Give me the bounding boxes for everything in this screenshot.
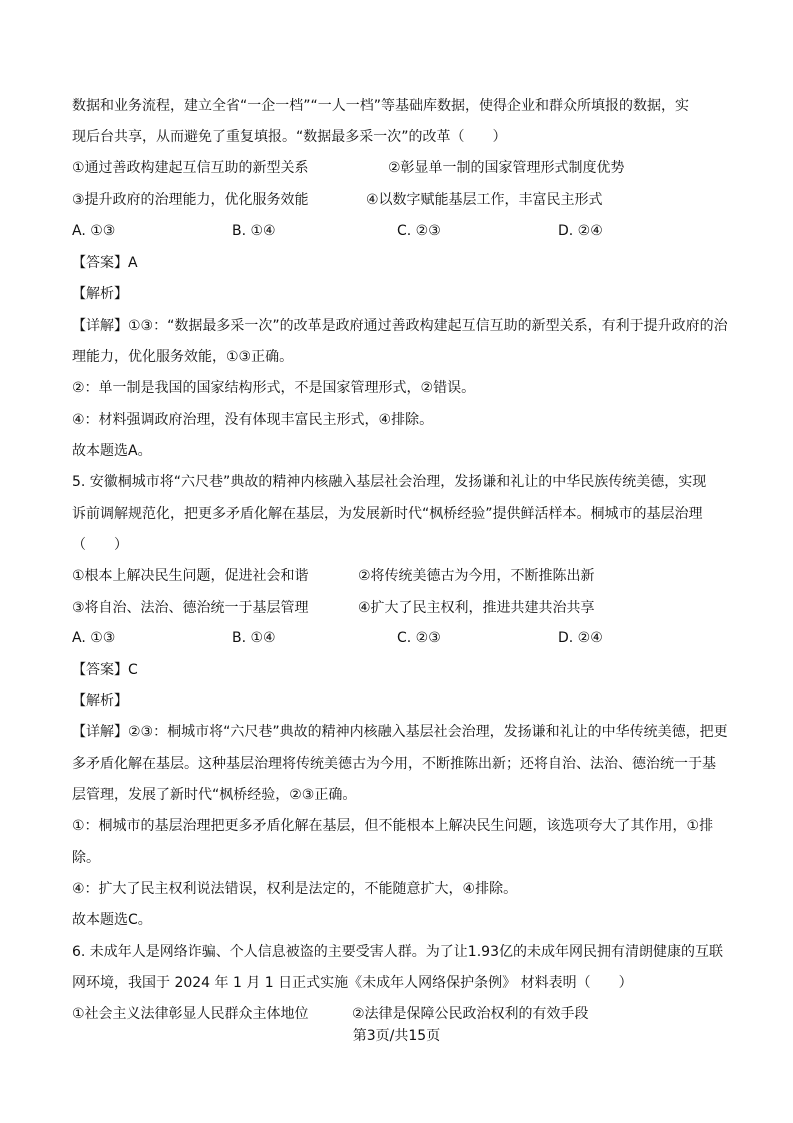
q5-stem-line1: 5. 安徽桐城市将“六尺巷”典故的精神内核融入基层社会治理，发扬谦和礼让的中华民族传统美德，实现 bbox=[72, 474, 707, 490]
q5-detail-line6: ④：扩大了民主权利说法错误，权利是法定的，不能随意扩大，④排除。 bbox=[72, 881, 518, 897]
q5-stem-line2: 诉前调解规范化，把更多矛盾化解在基层，为发展新时代“枫桥经验”提供鲜活样本。桐城市的基层治理 bbox=[72, 506, 703, 522]
q6-option-1: ①社会主义法律彰显人民群众主体地位 bbox=[72, 1006, 309, 1022]
q4-answer: 【答案】A bbox=[72, 255, 138, 271]
q4-stem-line1: 数据和业务流程，建立全省“一企一档”“一人一档”等基础库数据，使得企业和群众所填报的数据，实 bbox=[72, 98, 690, 114]
q4-detail-line1: 【详解】①③：“数据最多采一次”的改革是政府通过善政构建起互信互助的新型关系，有利于提升政府的治 bbox=[72, 318, 728, 334]
q5-detail-line1: 【详解】②③：桐城市将“六尺巷”典故的精神内核融入基层社会治理，发扬谦和礼让的中华传统美德，把更 bbox=[72, 724, 728, 740]
q4-option-3: ③提升政府的治理能力，优化服务效能 bbox=[72, 192, 309, 208]
q5-option-1: ①根本上解决民生问题，促进社会和谐 bbox=[72, 568, 309, 584]
q5-choice-b: B. ①④ bbox=[232, 630, 276, 646]
q5-answer: 【答案】C bbox=[72, 662, 138, 678]
q5-detail-line5: 除。 bbox=[72, 850, 100, 866]
q5-conclusion: 故本题选C。 bbox=[72, 912, 152, 928]
q4-stem-line2: 现后台共享，从而避免了重复填报。“数据最多采一次”的改革（ ） bbox=[72, 129, 507, 145]
q4-option-2: ②彰显单一制的国家管理形式制度优势 bbox=[388, 160, 625, 176]
q5-option-4: ④扩大了民主权利，推进共建共治共享 bbox=[358, 600, 595, 616]
q4-choice-c: C. ②③ bbox=[397, 223, 441, 239]
q4-analysis-label: 【解析】 bbox=[72, 286, 128, 302]
q5-stem-line3: （ ） bbox=[72, 537, 128, 553]
q4-choice-d: D. ②④ bbox=[558, 223, 603, 239]
q5-choice-c: C. ②③ bbox=[397, 630, 441, 646]
page-footer: 第3页/共15页 bbox=[352, 1028, 441, 1044]
q4-option-1: ①通过善政构建起互信互助的新型关系 bbox=[72, 160, 309, 176]
q5-choice-a: A. ①③ bbox=[72, 630, 116, 646]
q4-option-4: ④以数字赋能基层工作，丰富民主形式 bbox=[366, 192, 603, 208]
q4-choice-b: B. ①④ bbox=[232, 223, 276, 239]
q5-option-2: ②将传统美德古为今用，不断推陈出新 bbox=[358, 568, 595, 584]
q5-detail-line4: ①：桐城市的基层治理把更多矛盾化解在基层，但不能根本上解决民生问题，该选项夸大了其作用，①排 bbox=[72, 818, 714, 834]
q4-detail-line4: ④：材料强调政府治理，没有体现丰富民主形式，④排除。 bbox=[72, 412, 434, 428]
q5-detail-line2: 多矛盾化解在基层。这种基层治理将传统美德古为今用，不断推陈出新；还将自治、法治、德治统一于基 bbox=[72, 756, 716, 772]
q5-option-3: ③将自治、法治、德治统一于基层管理 bbox=[72, 600, 309, 616]
q4-choice-a: A. ①③ bbox=[72, 223, 116, 239]
q6-stem-line2: 网环境，我国于 2024 年 1 月 1 日正式实施《未成年人网络保护条例》 材料表明（ ） bbox=[72, 975, 633, 991]
q6-stem-line1: 6. 未成年人是网络诈骗、个人信息被盗的主要受害人群。为了让1.93亿的未成年网民拥有清朗健康的互联 bbox=[72, 944, 723, 960]
q4-detail-line3: ②：单一制是我国的国家结构形式，不是国家管理形式，②错误。 bbox=[72, 380, 476, 396]
q5-analysis-label: 【解析】 bbox=[72, 693, 128, 709]
q5-detail-line3: 层管理，发展了新时代“枫桥经验，②③正确。 bbox=[72, 787, 357, 803]
q5-choice-d: D. ②④ bbox=[558, 630, 603, 646]
q4-conclusion: 故本题选A。 bbox=[72, 443, 152, 459]
q4-detail-line2: 理能力，优化服务效能，①③正确。 bbox=[72, 349, 294, 365]
q6-option-2: ②法律是保障公民政治权利的有效手段 bbox=[352, 1006, 589, 1022]
